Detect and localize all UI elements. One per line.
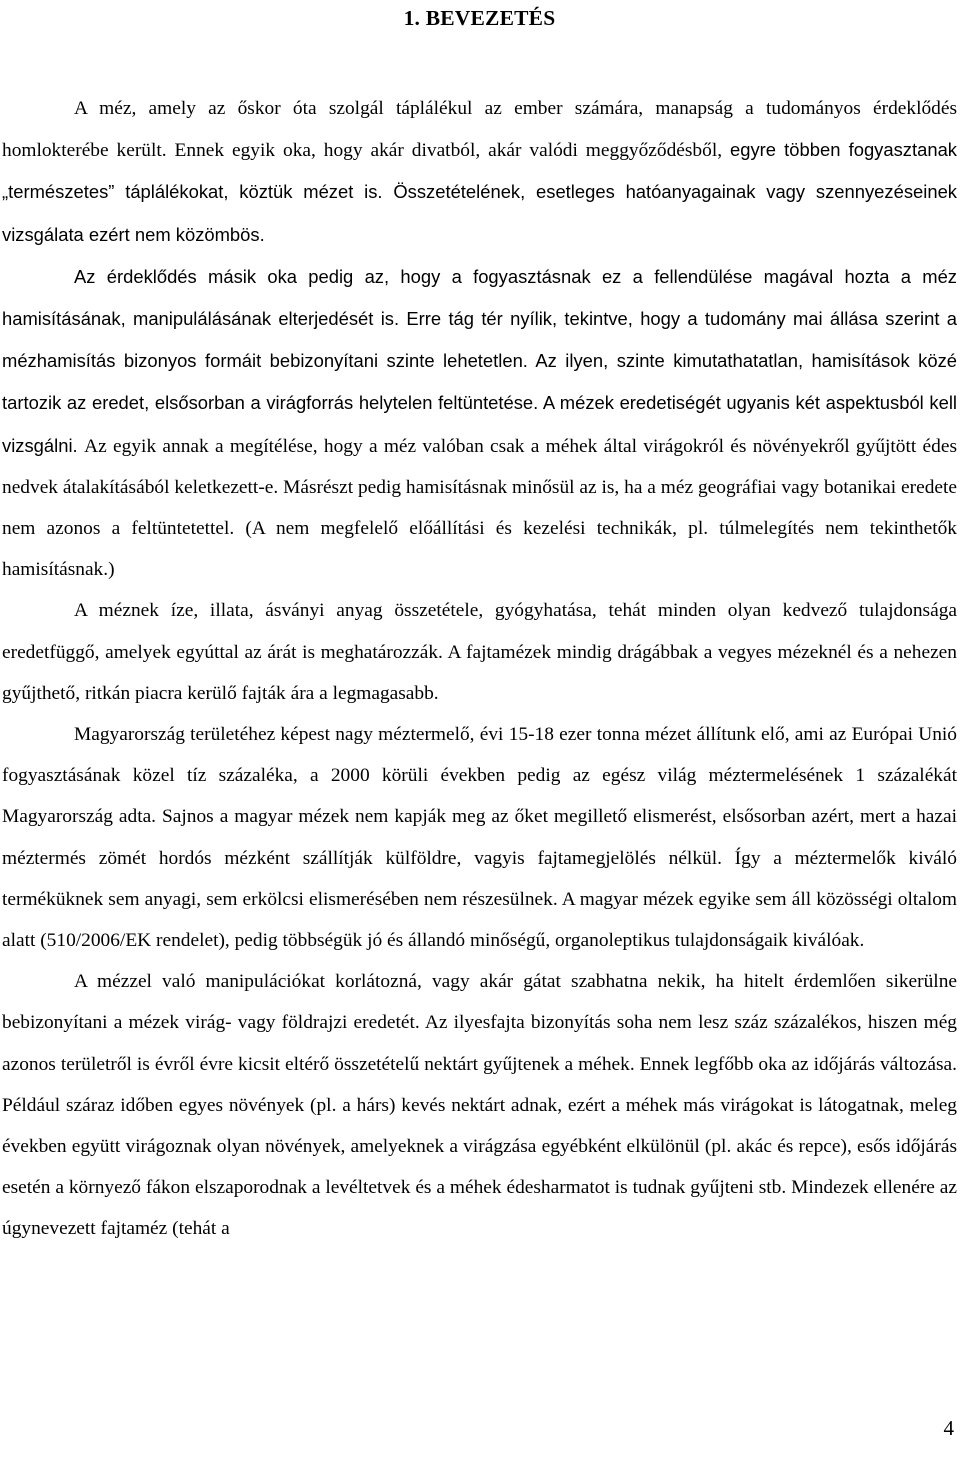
paragraph-text: A mézzel való manipulációkat korlátozná, vagy akár gátat szabhatna nekik, ha hitelt érdemlően sikerülne bebizonyítani a mézek virág- vagy földrajzi eredetét. Az ilyesfajta bizonyítás soha nem lesz száz százalékos, hiszen még azonos területről is évről évre kicsit eltérő összetételű nektárt gyűjtenek a méhek. Ennek legfőbb oka az időjárás változása. Például száraz időben egyes növények (pl. a hárs) kevés nektárt adnak, ezért a méhek más virágokat is látogatnak, meleg években együtt virágoznak olyan növények, amelyeknek a virágzása egyébként elkülönül (pl. akác és repce), esős időjárás esetén a környező fákon elszaporodnak a levéltetvek és a méhek édesharmatot is tudnak gyűjteni stb. Mindezek ellenére az úgynevezett fajtaméz (tehát a (2, 971, 957, 1240)
body-text (2, 88, 957, 1250)
paragraph-properties (2, 590, 957, 714)
paragraph-intro (2, 88, 957, 256)
chapter-title: 1. BEVEZETÉS (403, 6, 556, 30)
paragraph-origin-proof (2, 961, 957, 1249)
paragraph-text: egyre többen fogyasztanak „természetes” táplálékokat, köztük mézet is. Összetételének, esetleges hatóanyagainak vagy szennyezéseinek vizsgálata ezért nem közömbös. (2, 139, 957, 245)
paragraph-text: Az érdeklődés másik oka pedig az, hogy a fogyasztásnak ez a fellendülése magával hozta a méz hamisításának, manipulálásának elterjedését is. Erre tág tér nyílik, tekintve, hogy a tudomány mai állása szerint a mézhamisítás bizonyos formáit bebizonyítani szinte lehetetlen. Az ilyen, szinte kimutathatatlan, hamisítások közé tartozik az eredet, elsősorban a virágforrás helytelen feltüntetése. A mézek eredetiségét ugyanis két aspektusból kell vizsgálni. (2, 265, 957, 456)
paragraph-text: A méznek íze, illata, ásványi anyag összetétele, gyógyhatása, tehát minden olyan kedvező tulajdonsága eredetfüggő, amelyek egyúttal az árát is meghatározzák. A fajtamézek mindig drágábbak a vegyes mézeknél és a nehezen gyűjthető, ritkán piacra kerülő fajták ára a legmagasabb. (2, 600, 957, 704)
paragraph-text: A méz, amely az őskor óta szolgál táplálékul az ember számára, manapság a tudományos érdeklődés homlokterébe került. Ennek egyik oka, hogy akár divatból, akár valódi meggyőződésből, (2, 98, 957, 162)
paragraph-hungary (2, 714, 957, 961)
paragraph-text: Magyarország területéhez képest nagy méztermelő, évi 15-18 ezer tonna mézet állítunk elő, ami az Európai Unió fogyasztásának közel tíz százaléka, a 2000 körüli években pedig az egész világ méztermelésének 1 százalékát Magyarország adta. Sajnos a magyar mézek nem kapják meg az őket megillető elismerést, elsősorban azért, mert a hazai méztermés zömét hordós mézként szállítják külföldre, vagyis fajtamegjelölés nélkül. Így a méztermelők kiváló terméküknek sem anyagi, sem erkölcsi elismerésében nem részesülnek. A magyar mézek egyike sem áll közösségi oltalom alatt (510/2006/EK rendelet), pedig többségük jó és állandó minőségű, organoleptikus tulajdonságaik kiválóak. (2, 724, 957, 952)
page-number: 4 (943, 1416, 954, 1440)
paragraph-text: Az egyik annak a megítélése, hogy a méz valóban csak a méhek által virágokról és növényekről gyűjtött édes nedvek átalakításából keletkezett-e. Másrészt pedig hamisításnak minősül az is, ha a méz geográfiai vagy botanikai eredete nem azonos a feltüntetettel. (A nem megfelelő előállítási és kezelési technikák, pl. túlmelegítés nem tekinthetők hamisításnak.) (2, 435, 957, 581)
paragraph-adulteration (2, 256, 957, 591)
